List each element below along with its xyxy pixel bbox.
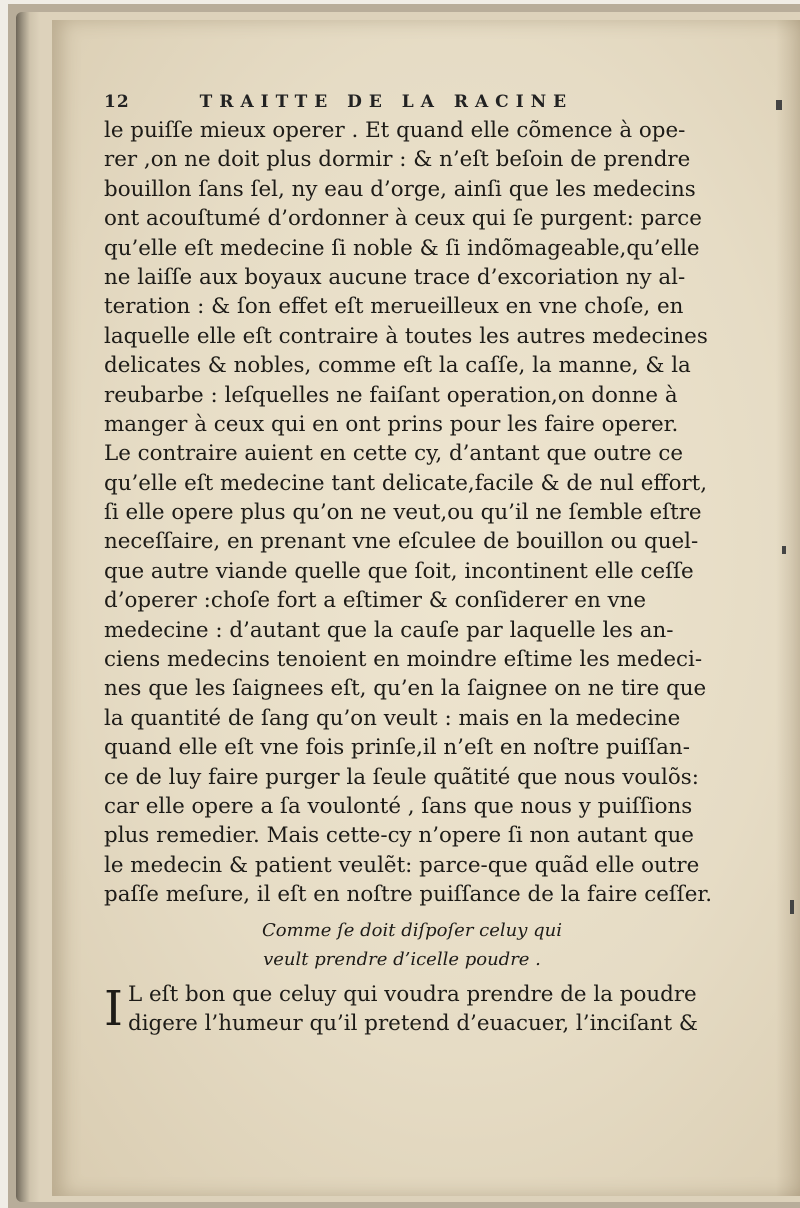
section-heading-line-1: Comme ſe doit diſpoſer celuy qui (261, 920, 562, 941)
section-paragraph (104, 980, 704, 1038)
text-line: ce de luy faire purger la ſeule quãtité que nous voulõs: (104, 764, 699, 790)
section-heading (202, 916, 622, 974)
body-text (104, 116, 713, 910)
text-line: le medecin & patient veulẽt: parce-que quãd elle outre (104, 852, 700, 878)
text-line: qu’elle eſt medecine ſi noble & ſi indõmageable,qu’elle (104, 235, 700, 261)
page-fold-shade (776, 20, 800, 1196)
text-line: Le contraire auient en cette cy, d’antant que outre ce (104, 441, 683, 467)
page-header (104, 92, 644, 112)
text-line: ciens medecins tenoient en moindre eſtime les medeci- (104, 647, 703, 673)
text-line: digere l’humeur qu’il pretend d’euacuer, l’inciſant & (128, 1011, 698, 1036)
text-line: que autre viande quelle que ſoit, incontinent elle ceſſe (104, 558, 694, 584)
drop-cap: I (104, 981, 123, 1037)
text-line: ne laiſſe aux boyaux aucune trace d’excoriation ny al- (104, 264, 686, 290)
text-line: car elle opere a ſa voulonté , ſans que nous y puiſſions (104, 793, 693, 819)
margin-mark (782, 546, 786, 554)
text-line: bouillon ſans ſel, ny eau d’orge, ainſi que les medecins (104, 176, 696, 202)
text-line: ont acouſtumé d’ordonner à ceux qui ſe purgent: parce (104, 206, 702, 232)
text-line: neceſſaire, en prenant vne eſculee de bouillon ou quel- (104, 529, 699, 555)
text-line: laquelle elle eſt contraire à toutes les autres medecines (104, 323, 708, 349)
text-line: quand elle eſt vne fois prinſe,il n’eſt en noſtre puiſſan- (104, 735, 690, 761)
text-line: la quantité de ſang qu’on veult : mais en la medecine (104, 705, 681, 731)
text-line: manger à ceux qui en ont prins pour les faire operer. (104, 411, 679, 437)
page-number: 12 (104, 92, 130, 112)
text-line: teration : & ſon effet eſt merueilleux en vne choſe, en (104, 294, 684, 320)
section-heading-line-2: veult prendre d’icelle poudre . (263, 949, 541, 970)
text-line: ſi elle opere plus qu’on ne veut,ou qu’il ne ſemble eſtre (104, 500, 702, 526)
text-line: reubarbe : leſquelles ne faiſant operation,on donne à (104, 382, 678, 408)
margin-mark (776, 100, 782, 110)
margin-mark (790, 900, 794, 914)
text-line: delicates & nobles, comme eſt la caſſe, la manne, & la (104, 353, 691, 379)
book-page (52, 20, 800, 1196)
text-line: paſſe meſure, il eſt en noſtre puiſſance de la faire ceſſer. (104, 882, 713, 908)
running-head: TRAITTE DE LA RACINE (199, 92, 574, 112)
text-line: rer ,on ne doit plus dormir : & n’eſt beſoin de prendre (104, 147, 691, 173)
text-line: plus remedier. Mais cette-cy n’opere ſi non autant que (104, 823, 694, 849)
text-line: L eſt bon que celuy qui voudra prendre de la poudre (128, 982, 697, 1007)
text-line: d’operer :choſe fort a eſtimer & conſiderer en vne (104, 588, 647, 614)
text-line: qu’elle eſt medecine tant delicate,facile & de nul effort, (104, 470, 708, 496)
text-line: le puiſſe mieux operer . Et quand elle cõmence à ope- (104, 118, 686, 143)
text-line: medecine : d’autant que la cauſe par laquelle les an- (104, 617, 674, 643)
text-line: nes que les ſaignees eſt, qu’en la ſaignee on ne tire que (104, 676, 707, 702)
